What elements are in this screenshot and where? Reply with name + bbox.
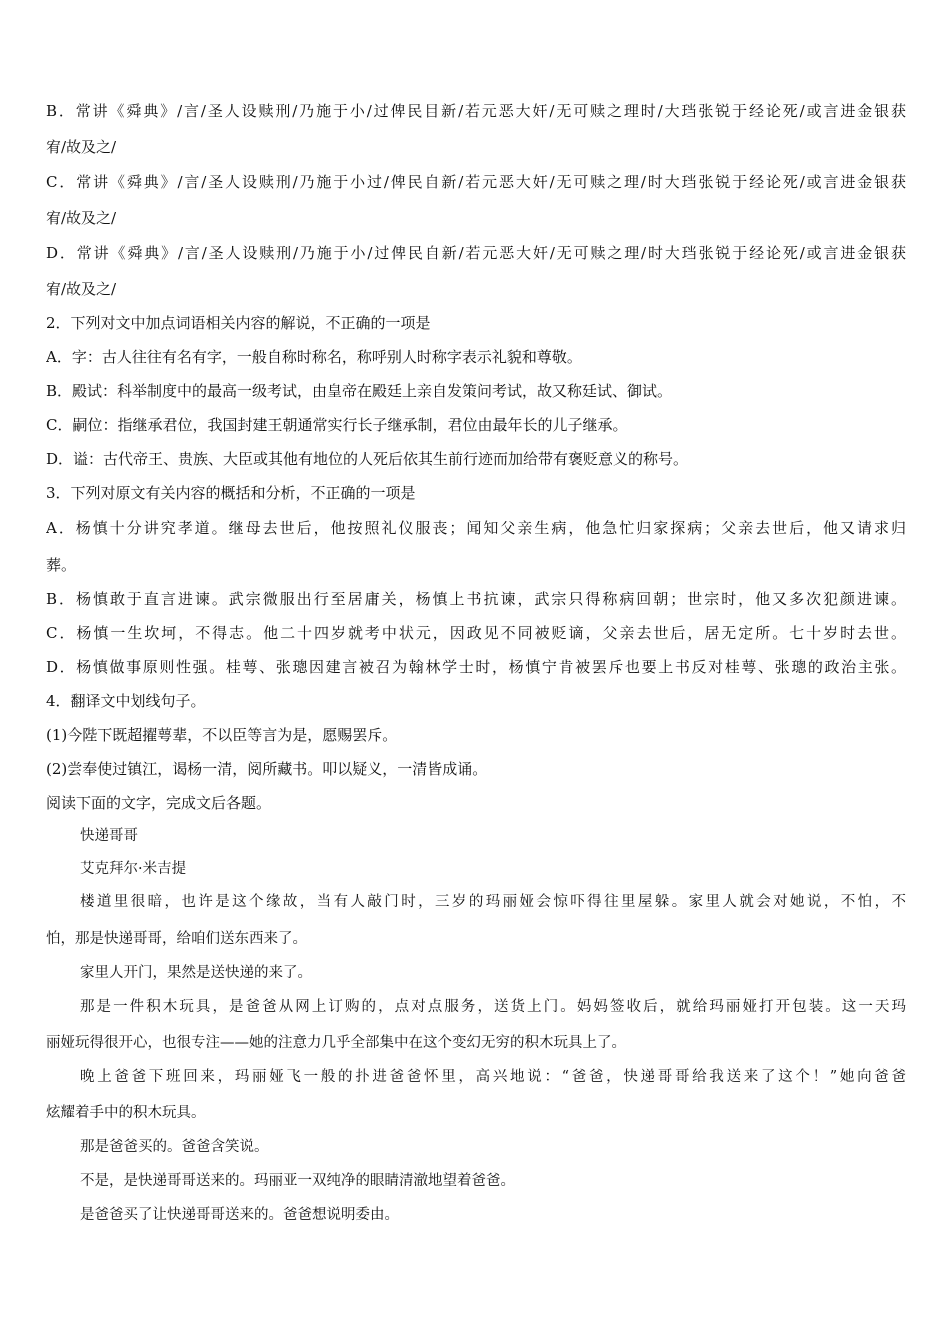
q3-option-b: B．杨慎敢于直言进谏。武宗微服出行至居庸关，杨慎上书抗谏，武宗只得称病回朝；世宗时，他又多次犯颜进谏。 xyxy=(46,590,906,608)
q1-option-b-line1: B．常讲《舜典》/言/圣人设赎刑/乃施于小/过俾民目新/若元恶大奸/无可赎之理时/大珰张锐于经论死/或言进金银获 xyxy=(46,102,906,120)
q1-option-c-line2: 宥/故及之/ xyxy=(46,209,117,227)
q2-option-a: A．字：古人往往有名有字，一般自称时称名，称呼别人时称字表示礼貌和尊敬。 xyxy=(46,348,582,366)
story-paragraph-1-line1: 楼道里很暗，也许是这个缘故，当有人敲门时，三岁的玛丽娅会惊吓得往里屋躲。家里人就会对她说，不怕，不 xyxy=(80,894,906,910)
q4-stem: 4．翻译文中划线句子。 xyxy=(46,692,206,710)
q3-option-a-line1: A．杨慎十分讲究孝道。继母去世后，他按照礼仪服丧；闻知父亲生病，他急忙归家探病；父亲去世后，他又请求归 xyxy=(46,519,906,537)
story-title: 快递哥哥 xyxy=(80,828,138,844)
q1-option-b-line2: 宥/故及之/ xyxy=(46,138,117,156)
q3-option-c: C．杨慎一生坎坷，不得志。他二十四岁就考中状元，因政见不同被贬谪，父亲去世后，居无定所。七十岁时去世。 xyxy=(46,624,906,642)
q1-option-d-line1: D．常讲《舜典》/言/圣人设赎刑/乃施于小/过俾民自新/若元恶大奸/无可赎之理/时大珰张锐于经论死/或言进金银获 xyxy=(46,244,906,262)
q3-stem: 3．下列对原文有关内容的概括和分析，不正确的一项是 xyxy=(46,484,416,502)
story-paragraph-4-line1: 晚上爸爸下班回来，玛丽娅飞一般的扑进爸爸怀里，高兴地说：“爸爸，快递哥哥给我送来了这个！”她向爸爸 xyxy=(80,1069,906,1085)
q2-option-c: C．嗣位：指继承君位，我国封建王朝通常实行长子继承制，君位由最年长的儿子继承。 xyxy=(46,416,628,434)
q2-option-b: B．殿试：科举制度中的最高一级考试，由皇帝在殿廷上亲自发策问考试，故又称廷试、御试。 xyxy=(46,382,673,400)
q2-option-d: D．谥：古代帝王、贵族、大臣或其他有地位的人死后依其生前行迹而加给带有褒贬意义的称号。 xyxy=(46,450,689,468)
story-paragraph-5: 那是爸爸买的。爸爸含笑说。 xyxy=(80,1139,269,1155)
story-paragraph-1-line2: 怕，那是快递哥哥，给咱们送东西来了。 xyxy=(46,931,307,947)
story-author: 艾克拜尔·米吉提 xyxy=(80,861,187,877)
q4-sentence-1: (1)今陛下既超擢萼辈，不以臣等言为是，愿赐罢斥。 xyxy=(46,726,398,744)
q3-option-a-line2: 葬。 xyxy=(46,556,77,574)
q1-option-d-line2: 宥/故及之/ xyxy=(46,280,117,298)
story-paragraph-7: 是爸爸买了让快递哥哥送来的。爸爸想说明委由。 xyxy=(80,1207,399,1223)
story-paragraph-3-line1: 那是一件积木玩具，是爸爸从网上订购的，点对点服务，送货上门。妈妈签收后，就给玛丽娅打开包装。这一天玛 xyxy=(80,999,906,1015)
story-paragraph-3-line2: 丽娅玩得很开心，也很专注——她的注意力几乎全部集中在这个变幻无穷的积木玩具上了。 xyxy=(46,1035,626,1051)
q1-option-c-line1: C．常讲《舜典》/言/圣人设赎刑/乃施于小过/俾民自新/若元恶大奸/无可赎之理/时大珰张锐于经论死/或言进金银获 xyxy=(46,173,906,191)
q3-option-d: D．杨慎做事原则性强。桂萼、张璁因建言被召为翰林学士时，杨慎宁肯被罢斥也要上书反对桂萼、张璁的政治主张。 xyxy=(46,658,906,676)
story-paragraph-4-line2: 炫耀着手中的积木玩具。 xyxy=(46,1105,206,1121)
reading-intro: 阅读下面的文字，完成文后各题。 xyxy=(46,794,272,812)
story-paragraph-2: 家里人开门，果然是送快递的来了。 xyxy=(80,965,312,981)
q4-sentence-2: (2)尝奉使过镇江，谒杨一清，阅所藏书。叩以疑义，一清皆成诵。 xyxy=(46,760,488,778)
q2-stem: 2．下列对文中加点词语相关内容的解说，不正确的一项是 xyxy=(46,314,431,332)
story-paragraph-6: 不是，是快递哥哥送来的。玛丽亚一双纯净的眼睛清澈地望着爸爸。 xyxy=(80,1173,515,1189)
